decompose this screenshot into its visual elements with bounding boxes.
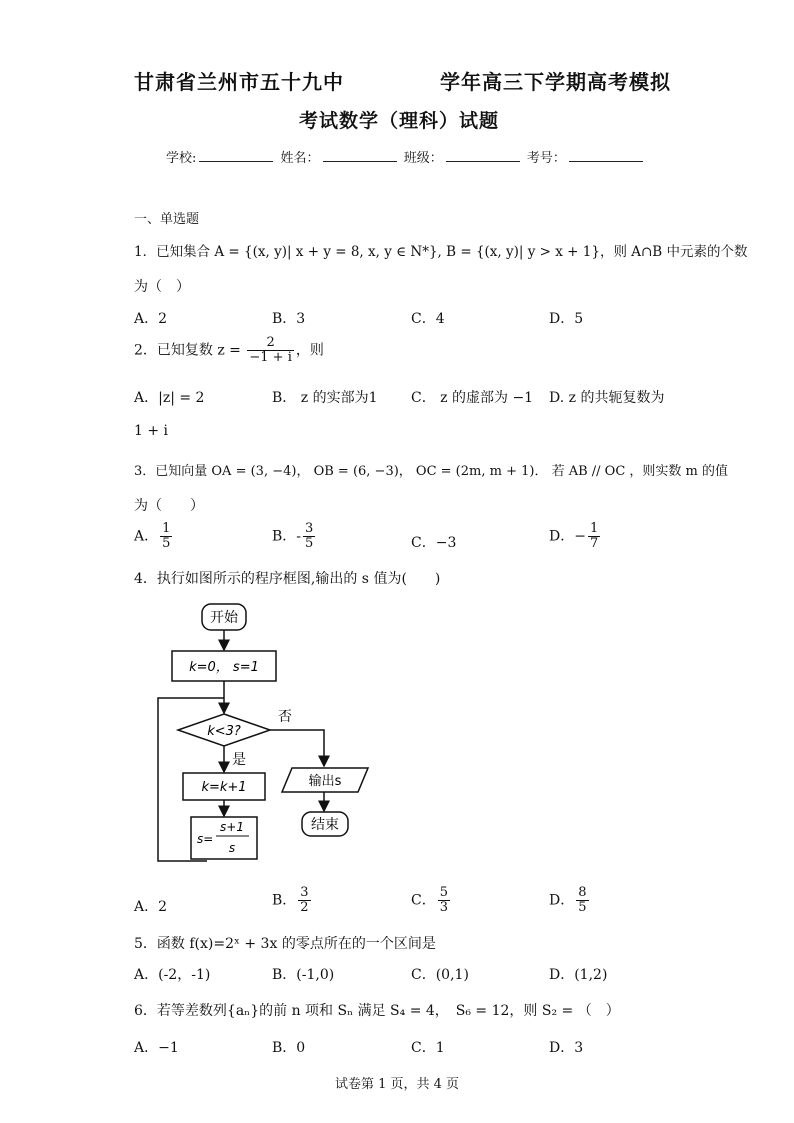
q1-option-d[interactable]: D．5 bbox=[549, 311, 584, 327]
flow-init-label: k=0， s=1 bbox=[189, 660, 259, 675]
class-field[interactable] bbox=[446, 149, 520, 162]
flow-end-label: 结束 bbox=[311, 817, 339, 833]
student-info-row bbox=[166, 147, 646, 166]
school-label: 学校: bbox=[166, 151, 197, 166]
q4-option-a[interactable] bbox=[134, 896, 167, 916]
q6-option-b[interactable]: B．0 bbox=[272, 1040, 306, 1056]
q4-d-den: 5 bbox=[578, 900, 587, 915]
q4-option-c-prefix: C． bbox=[411, 892, 436, 909]
flow-step1-label: k=k+1 bbox=[201, 780, 247, 795]
flow-step2-den: s bbox=[228, 841, 236, 855]
q4-d-num: 8 bbox=[578, 885, 587, 900]
exam-title-line2: 考试数学（理科）试题 bbox=[299, 110, 500, 132]
flow-start-label: 开始 bbox=[210, 610, 238, 626]
flow-condition-label: k<3? bbox=[207, 724, 241, 739]
q3-d-den: 7 bbox=[589, 536, 599, 551]
q2-stem-post: ，则 bbox=[295, 342, 324, 359]
q3-option-a[interactable] bbox=[134, 522, 174, 551]
q3-option-c-prefix: C． bbox=[411, 535, 436, 551]
q4-stem: 4．执行如图所示的程序框图,输出的 s 值为( ) bbox=[134, 571, 441, 587]
q1-option-b[interactable]: B．3 bbox=[272, 311, 306, 327]
q3-a-den: 5 bbox=[162, 536, 171, 551]
q3-b-den: 5 bbox=[305, 536, 314, 551]
q1-stem-line1: 1．已知集合 A = {(x, y)| x + y = 8, x, y ∈ N*}, B = {(x, y)| y > x + 1}，则 A∩B 中元素的个数 bbox=[134, 244, 748, 260]
q4-option-a-prefix: A． bbox=[134, 899, 159, 915]
q2-option-b[interactable]: B． z 的实部为1 bbox=[272, 390, 378, 406]
q4-b-num: 3 bbox=[300, 885, 309, 900]
q4-option-d-prefix: D． bbox=[549, 892, 575, 909]
q2-stem-pre: 2．已知复数 z = bbox=[134, 342, 241, 359]
class-label: 班级： bbox=[403, 151, 443, 166]
q3-option-a-frac bbox=[160, 522, 172, 551]
flow-yes-label: 是 bbox=[232, 752, 246, 768]
q3-option-d-frac bbox=[588, 522, 600, 551]
q4-flowchart bbox=[150, 598, 390, 878]
q4-option-d-frac bbox=[576, 886, 588, 915]
name-field[interactable] bbox=[323, 149, 397, 162]
q3-b-num: 3 bbox=[305, 521, 314, 536]
q3-option-d[interactable] bbox=[549, 522, 602, 551]
flow-no-label: 否 bbox=[278, 709, 292, 725]
q2-stem bbox=[134, 336, 324, 365]
q4-c-num: 5 bbox=[439, 885, 448, 900]
number-field[interactable] bbox=[569, 149, 643, 162]
q3-option-c-text: −3 bbox=[435, 535, 457, 551]
q4-option-a-text: 2 bbox=[158, 899, 168, 915]
q2-frac-num: 2 bbox=[247, 336, 293, 351]
q4-c-den: 3 bbox=[439, 900, 448, 915]
name-label: 姓名： bbox=[280, 151, 320, 166]
q4-b-den: 2 bbox=[300, 900, 309, 915]
q3-stem-line2: 为（ ） bbox=[134, 498, 204, 514]
section-label: 一、单选题 bbox=[134, 212, 200, 227]
q3-d-num: 1 bbox=[589, 521, 599, 536]
exam-title-right: 学年高三下学期高考模拟 bbox=[440, 70, 671, 94]
q3-option-b-frac bbox=[303, 522, 315, 551]
q4-option-c[interactable] bbox=[411, 886, 452, 915]
exam-title-left: 甘肃省兰州市五十九中 bbox=[134, 70, 344, 94]
q1-stem-line2: 为（ ） bbox=[134, 279, 190, 295]
q5-option-c[interactable]: C．(0,1) bbox=[411, 967, 469, 983]
q6-option-c[interactable]: C．1 bbox=[411, 1040, 445, 1056]
number-label: 考号： bbox=[526, 151, 566, 166]
q2-frac-den: −1 + i bbox=[249, 350, 292, 365]
q4-option-c-frac bbox=[438, 886, 450, 915]
q2-option-d[interactable]: D. z 的共轭复数为 bbox=[549, 390, 665, 406]
q4-option-d[interactable] bbox=[549, 886, 591, 915]
q5-option-b[interactable]: B．(-1,0) bbox=[272, 967, 335, 983]
q1-option-c[interactable]: C．4 bbox=[411, 311, 445, 327]
q2-option-a[interactable]: A．|z| = 2 bbox=[134, 390, 205, 406]
q3-stem-line1: 3．已知向量 OA = (3, −4)， OB = (6, −3)， OC = (2m, m + 1)． 若 AB // OC ，则实数 m 的值 bbox=[134, 464, 729, 479]
q3-a-num: 1 bbox=[162, 521, 171, 536]
q2-option-c[interactable]: C． z 的虚部为 −1 bbox=[411, 390, 534, 406]
q2-option-d-cont: 1 + i bbox=[134, 423, 169, 439]
flow-step2-lhs: s= bbox=[197, 832, 214, 846]
q6-option-a[interactable]: A．−1 bbox=[134, 1040, 179, 1056]
q3-option-a-prefix: A． bbox=[134, 528, 159, 545]
school-field[interactable] bbox=[199, 149, 273, 162]
q4-option-b[interactable] bbox=[272, 886, 313, 915]
q2-fraction bbox=[247, 336, 293, 365]
q3-option-d-prefix: D．− bbox=[549, 528, 586, 545]
q3-option-b[interactable] bbox=[272, 522, 317, 551]
q5-option-d[interactable]: D．(1,2) bbox=[549, 967, 608, 983]
q5-stem: 5．函数 f(x)=2ˣ + 3x 的零点所在的一个区间是 bbox=[134, 936, 436, 952]
q6-stem: 6．若等差数列{aₙ}的前 n 项和 Sₙ 满足 S₄ = 4， S₆ = 12，则 S₂ = （ ） bbox=[134, 1003, 620, 1019]
q4-option-b-frac bbox=[298, 886, 310, 915]
q3-option-c[interactable] bbox=[411, 532, 456, 552]
q4-option-b-prefix: B． bbox=[272, 892, 297, 909]
page-footer: 试卷第 1 页，共 4 页 bbox=[334, 1077, 460, 1092]
flow-step2-num: s+1 bbox=[220, 820, 244, 834]
q6-option-d[interactable]: D．3 bbox=[549, 1040, 584, 1056]
q1-option-a[interactable]: A．2 bbox=[134, 311, 168, 327]
q3-option-b-prefix: B．- bbox=[272, 528, 302, 545]
flow-output-label: 输出s bbox=[308, 774, 342, 789]
q5-option-a[interactable]: A．(-2，-1) bbox=[134, 967, 211, 983]
